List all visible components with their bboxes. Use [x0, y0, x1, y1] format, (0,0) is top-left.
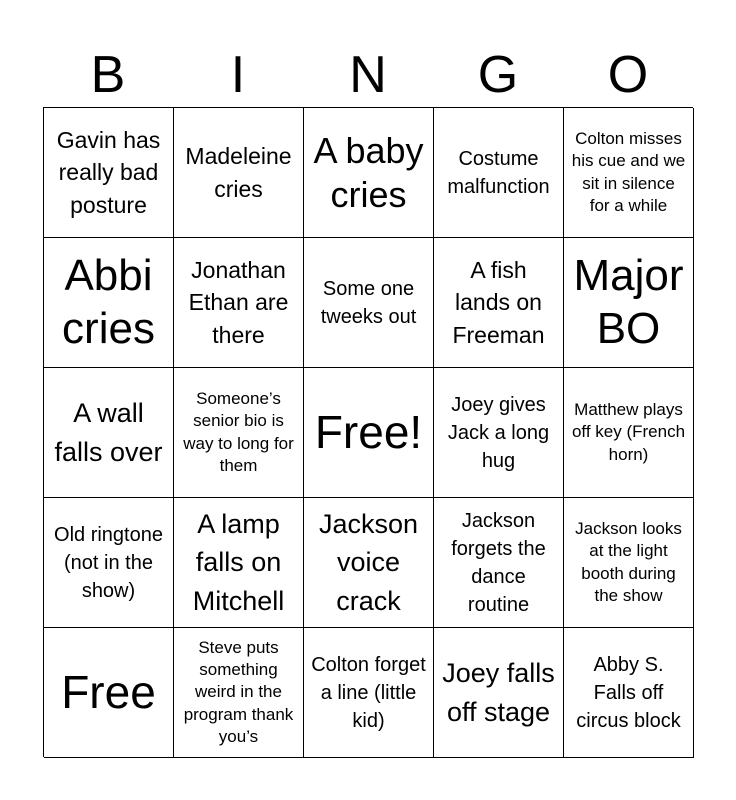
bingo-cell[interactable] [44, 628, 174, 758]
bingo-cell-text: Joey falls off stage [442, 658, 555, 727]
bingo-cell[interactable] [564, 238, 694, 368]
header-letter-n: N [349, 46, 387, 104]
bingo-cell-text: Jonathan Ethan are there [188, 256, 289, 348]
bingo-cell[interactable] [434, 238, 564, 368]
bingo-cell[interactable] [174, 368, 304, 498]
bingo-cell[interactable] [434, 628, 564, 758]
bingo-cell-text: Madeleine cries [185, 142, 292, 202]
bingo-cell-text: A baby cries [313, 130, 424, 215]
bingo-cell-text: Jackson looks at the light booth during the show [575, 519, 682, 605]
bingo-cell-text: Colton forget a line (little kid) [311, 653, 426, 732]
bingo-cell-text: A fish lands on Freeman [452, 256, 545, 348]
bingo-cell-text: Jackson forgets the dance routine [451, 509, 546, 616]
header-letter-i: I [230, 46, 246, 104]
bingo-cell-text: A wall falls over [54, 398, 163, 467]
bingo-cell[interactable] [174, 238, 304, 368]
bingo-cell-text: A lamp falls on Mitchell [192, 509, 285, 616]
bingo-cell[interactable] [434, 368, 564, 498]
bingo-cell-text: Matthew plays off key (French horn) [571, 400, 686, 464]
bingo-cell-text: Old ringtone (not in the show) [54, 523, 163, 602]
bingo-cell[interactable] [564, 108, 694, 238]
bingo-cell-text: Free [61, 665, 156, 718]
bingo-cell[interactable] [304, 108, 434, 238]
bingo-cell[interactable] [174, 498, 304, 628]
bingo-cell[interactable] [304, 628, 434, 758]
bingo-cell-text: Colton misses his cue and we sit in silence for a while [571, 129, 686, 215]
bingo-cell-text: Steve puts something weird in the program thank you’s [183, 638, 294, 746]
bingo-cell[interactable] [174, 108, 304, 238]
bingo-cell[interactable] [564, 628, 694, 758]
bingo-cell[interactable] [44, 108, 174, 238]
bingo-cell[interactable] [44, 368, 174, 498]
bingo-cell-text: Someone’s senior bio is way to long for them [183, 389, 294, 475]
bingo-cell[interactable] [304, 368, 434, 498]
bingo-cell-text: Abbi cries [62, 250, 155, 353]
bingo-cell-text: Abby S. Falls off circus block [576, 653, 681, 732]
bingo-cell[interactable] [304, 498, 434, 628]
bingo-cell-text: Some one tweeks out [320, 277, 417, 328]
bingo-cell[interactable] [304, 238, 434, 368]
header-letter-o: O [607, 46, 649, 104]
header-letter-b: B [90, 46, 126, 104]
bingo-cell[interactable] [434, 498, 564, 628]
bingo-cell[interactable] [564, 368, 694, 498]
bingo-cell-text: Free! [314, 405, 423, 458]
bingo-cell[interactable] [564, 498, 694, 628]
bingo-cell[interactable] [44, 238, 174, 368]
header-letter-g: G [477, 46, 519, 104]
bingo-cell[interactable] [44, 498, 174, 628]
bingo-cell[interactable] [434, 108, 564, 238]
bingo-grid [43, 107, 693, 757]
bingo-cell-text: Major BO [573, 250, 684, 353]
bingo-cell[interactable] [174, 628, 304, 758]
bingo-cell-text: Costume malfunction [447, 147, 550, 198]
bingo-cell-text: Gavin has really bad posture [56, 126, 161, 218]
bingo-header [43, 44, 693, 106]
bingo-cell-text: Jackson voice crack [318, 509, 419, 616]
bingo-cell-text: Joey gives Jack a long hug [447, 393, 550, 472]
